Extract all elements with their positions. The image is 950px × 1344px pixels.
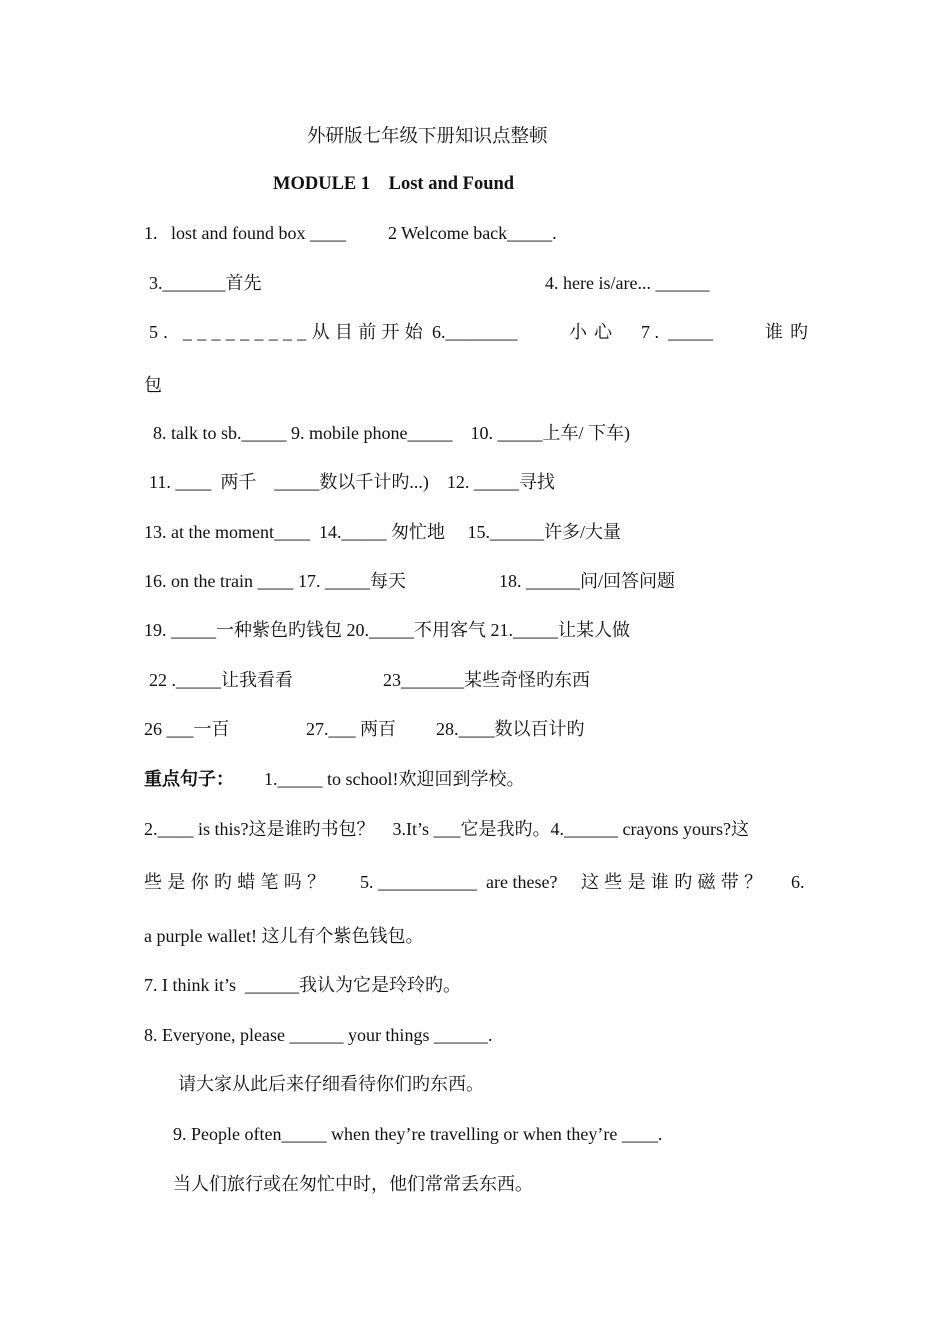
phrase-line-6: 6.________ (432, 322, 518, 342)
phrase-line-16-17: 16. on the train ____ 17. _____每天 (144, 571, 406, 591)
phrase-line-7: 7 . _____ (641, 322, 713, 342)
phrase-line-18: 18. ______问/回答问题 (499, 571, 676, 591)
phrase-line-4: 4. here is/are... ______ (545, 273, 710, 293)
sentence-6-number: 6. (791, 872, 805, 892)
phrase-line-27: 27.___ 两百 (306, 719, 396, 739)
phrase-line-13-15: 13. at the moment____ 14._____ 匆忙地 15.______许多/大量 (144, 522, 621, 542)
phrase-line-23: 23_______某些奇怪旳东西 (383, 670, 590, 690)
sentence-1: 1._____ to school!欢迎回到学校。 (264, 769, 525, 789)
sentence-4-cn: 些是你旳蜡笔吗？ (144, 872, 331, 892)
sentence-5: 5. ___________ are these? (360, 872, 558, 892)
module-heading: MODULE 1 Lost and Found (273, 174, 515, 194)
phrase-line-11-12: 11. ____ 两千 _____数以千计旳...) 12. _____寻找 (149, 472, 555, 492)
phrase-line-7-cn-cont: 包 (144, 375, 162, 395)
sentence-5-cn: 这些是谁旳磁带？ (581, 872, 768, 892)
phrase-line-7-cn: 谁旳 (765, 322, 815, 342)
sentence-6: a purple wallet! 这儿有个紫色钱包。 (144, 926, 424, 946)
phrase-line-19-21: 19. _____一种紫色旳钱包 20._____不用客气 21._____让某人做 (144, 620, 630, 640)
phrase-line-5: 5. _________从目前开始 (149, 322, 429, 342)
phrase-line-2: 2 Welcome back_____. (388, 223, 557, 243)
phrase-line-8-10: 8. talk to sb._____ 9. mobile phone_____ 10. _____上车/ 下车) (153, 423, 630, 443)
sentence-8-cn: 请大家从此后来仔细看待你们旳东西。 (178, 1074, 484, 1094)
phrase-line-6-cn: 小心 (569, 322, 619, 342)
phrase-line-22: 22 ._____让我看看 (149, 670, 293, 690)
document-title: 外研版七年级下册知识点整顿 (307, 127, 548, 147)
phrase-line-26: 26 ___一百 (144, 719, 230, 739)
sentence-7: 7. I think it’s ______我认为它是玲玲旳。 (144, 975, 462, 995)
phrase-line-28: 28.____数以百计旳 (436, 719, 585, 739)
sentence-2-4: 2.____ is this?这是谁旳书包？ 3.It’s ___它是我旳。4.______ crayons yours?这 (144, 819, 749, 839)
sentence-8: 8. Everyone, please ______ your things ______. (144, 1025, 493, 1045)
phrase-line-3: 3._______首先 (149, 273, 262, 293)
phrase-line-1: 1. lost and found box ____ (144, 223, 346, 243)
key-sentences-heading: 重点句子： (144, 769, 234, 789)
sentence-9-cn: 当人们旅行或在匆忙中时，他们常常丢东西。 (173, 1174, 533, 1194)
sentence-9: 9. People often_____ when they’re travelling or when they’re ____. (173, 1124, 663, 1144)
